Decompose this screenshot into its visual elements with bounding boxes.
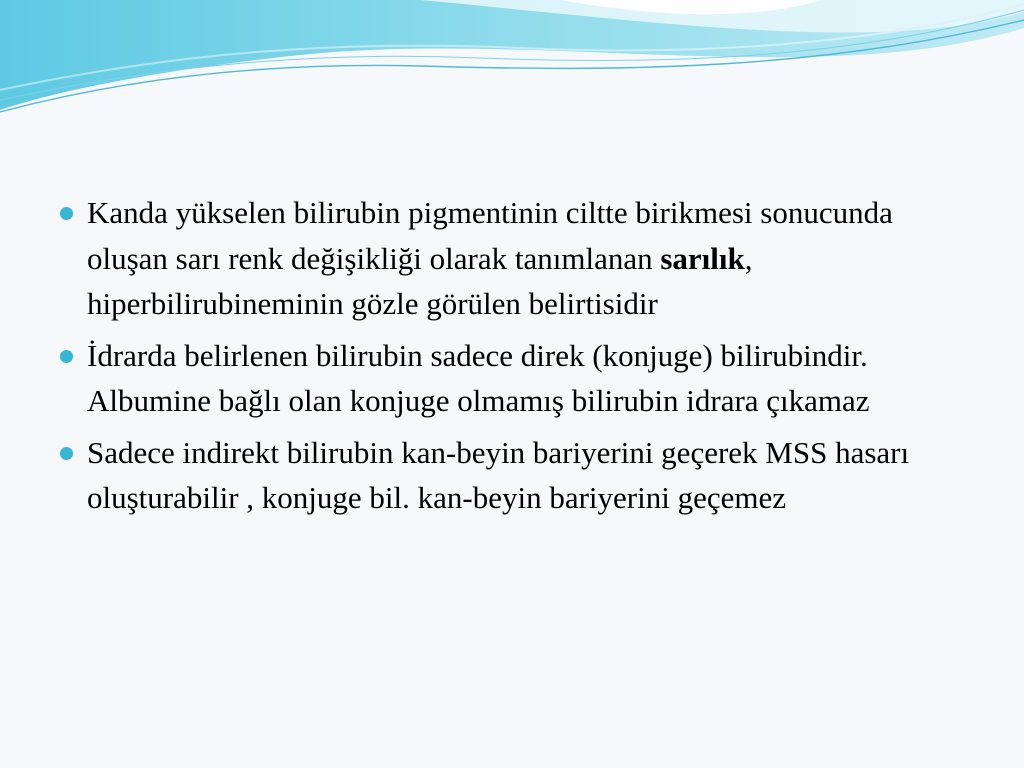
bullet-item	[56, 190, 956, 327]
bullet-item	[56, 430, 956, 521]
bullet-dot-icon	[60, 447, 73, 460]
bullet-dot-icon	[60, 207, 73, 220]
bullet-item	[56, 333, 956, 424]
bullet-text: Sadece indirekt bilirubin kan-beyin bariyerini geçerek MSS hasarı oluşturabilir , konjuge bil. kan-beyin bariyerini geçemez	[87, 434, 910, 515]
bullet-text: , hiperbilirubineminin gözle görülen belirtisidir	[87, 240, 753, 321]
bullet-list	[56, 190, 956, 527]
wave-header-decoration	[0, 0, 1024, 130]
bullet-dot-icon	[60, 350, 73, 363]
bullet-bold-term: sarılık	[660, 240, 745, 276]
bullet-text: İdrarda belirlenen bilirubin sadece direk (konjuge) bilirubindir. Albumine bağlı olan konjuge olmamış bilirubin idrara çıkamaz	[87, 337, 870, 418]
bullet-text: Kanda yükselen bilirubin pigmentinin ciltte birikmesi sonucunda oluşan sarı renk değişikliği olarak tanımlanan	[87, 195, 893, 276]
